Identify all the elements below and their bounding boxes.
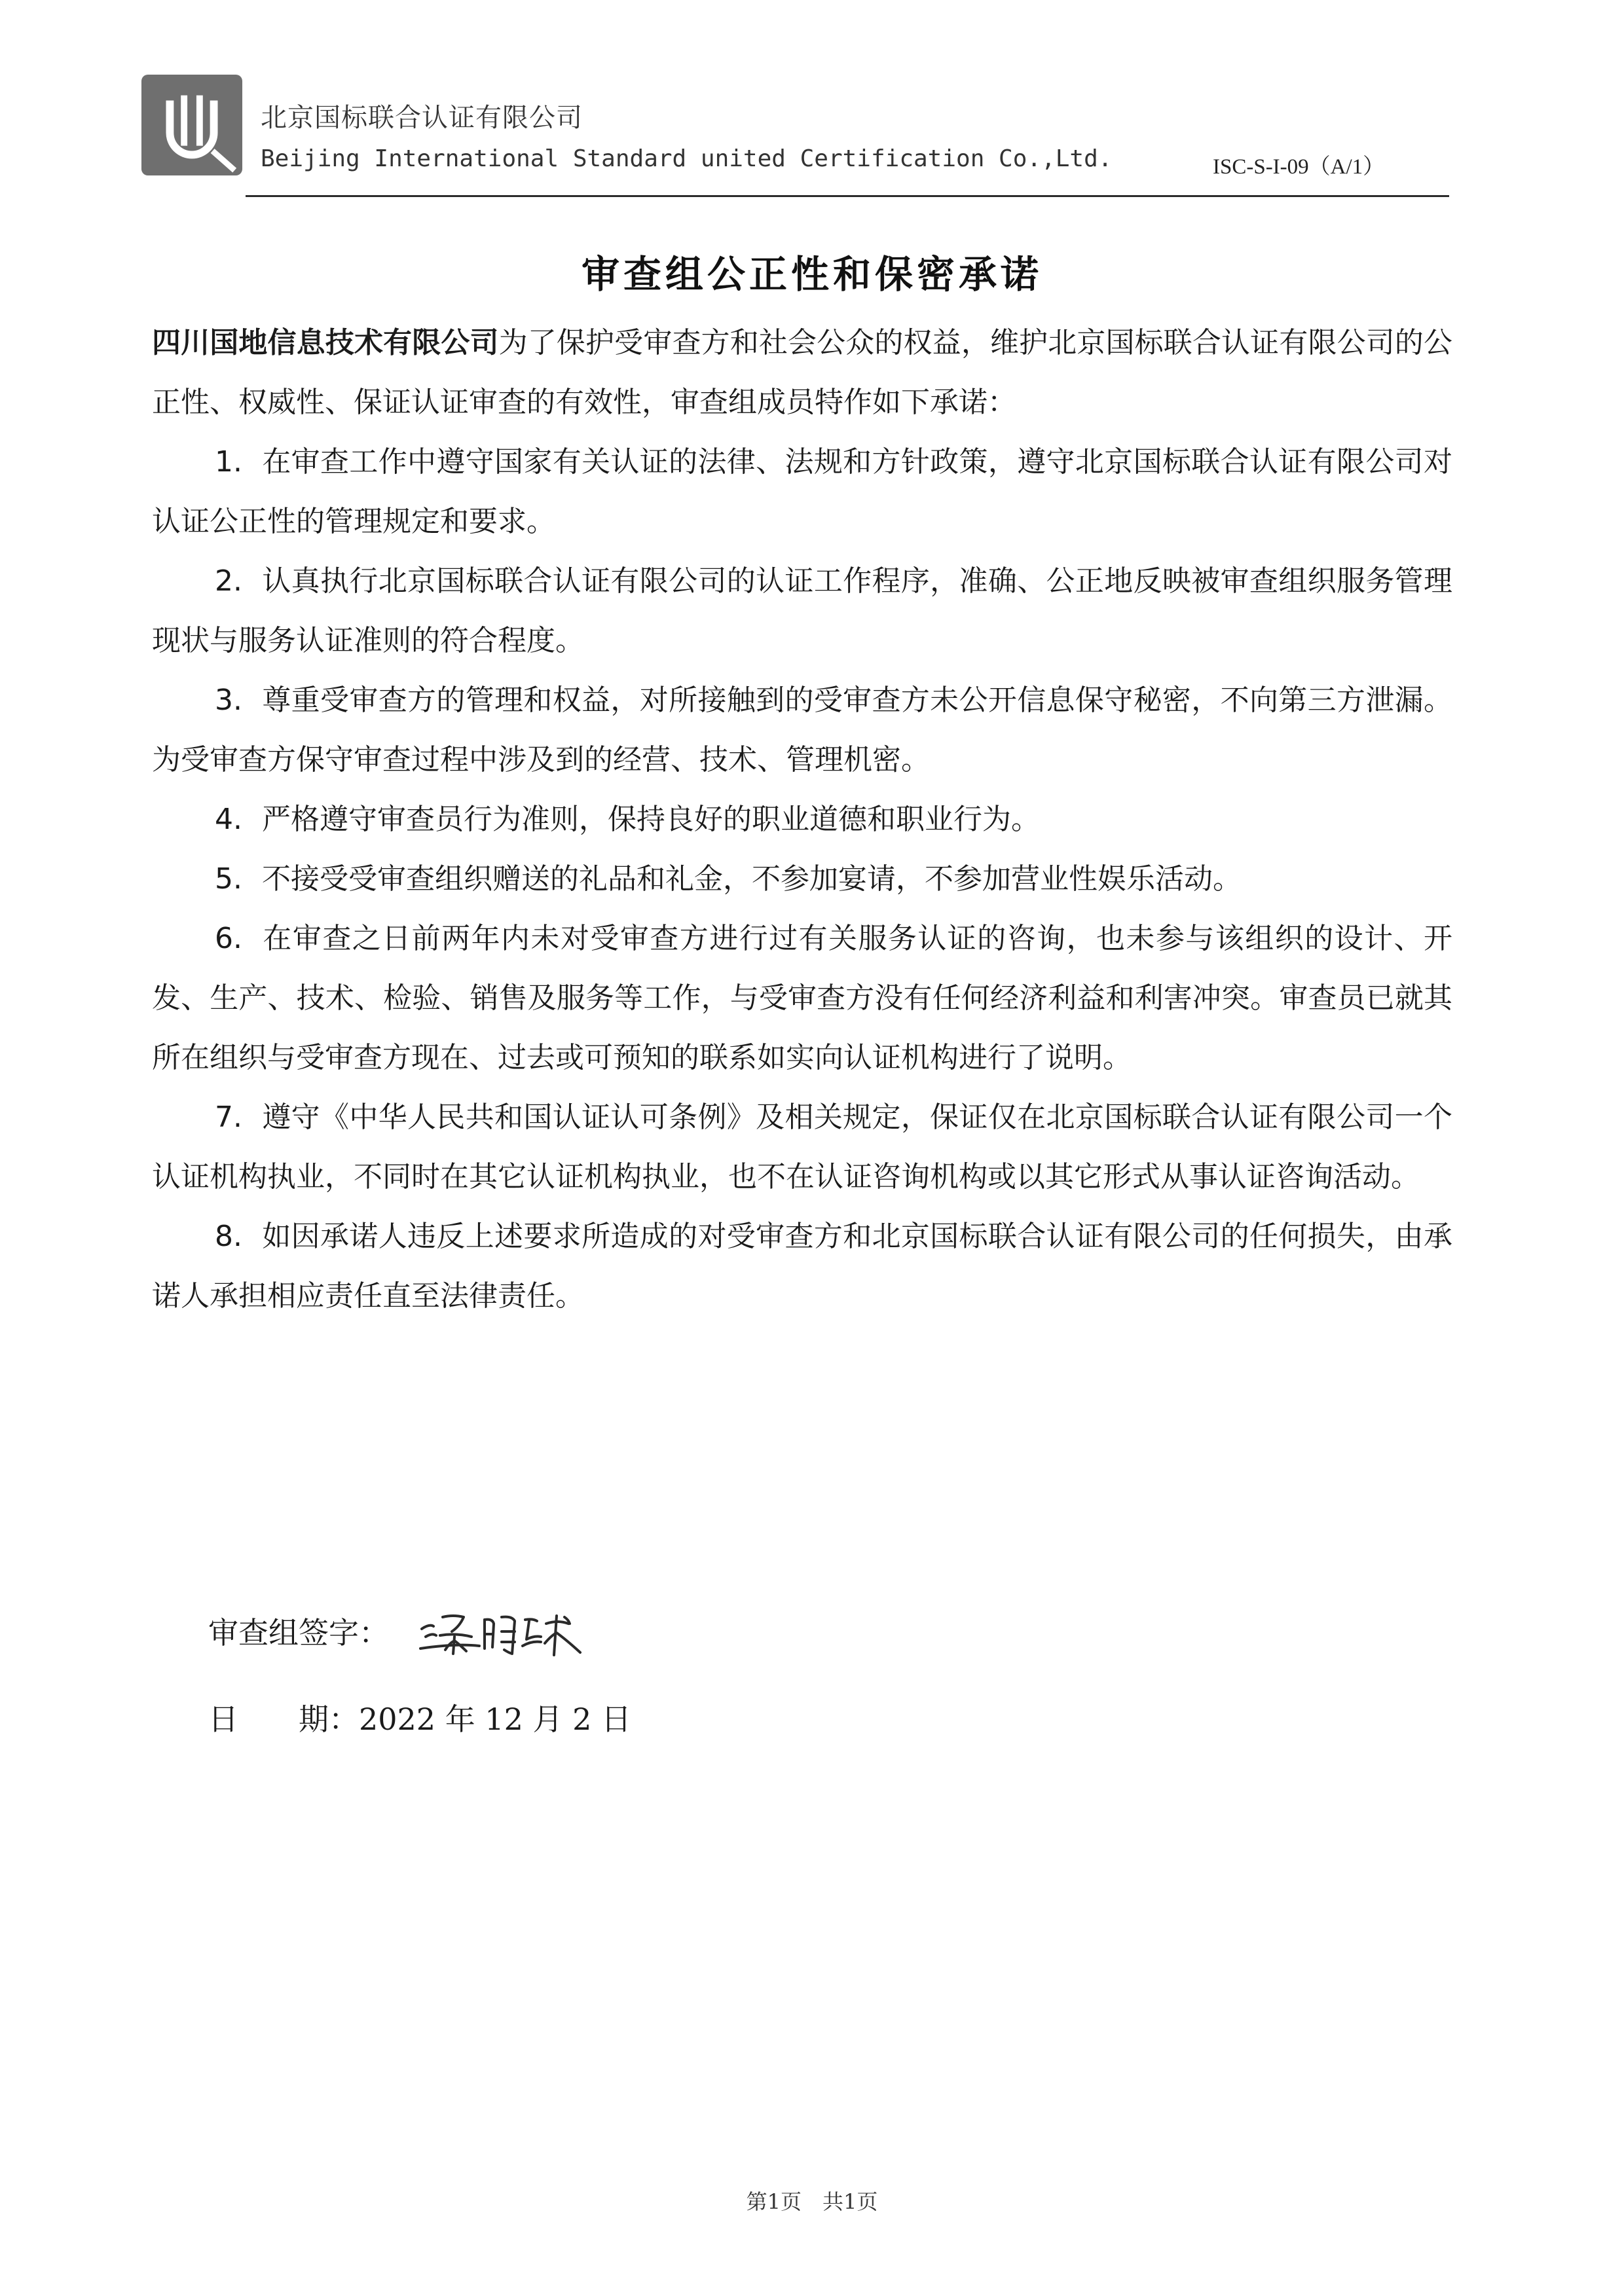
item-text: 遵守《中华人民共和国认证认可条例》及相关规定，保证仅在北京国标联合认证有限公司一个认证机构执业，不同时在其它认证机构执业，也不在认证咨询机构或以其它形式从事认证咨询活动。 (152, 1101, 1452, 1194)
item-number: 8. (215, 1220, 242, 1253)
item-text: 尊重受审查方的管理和权益，对所接触到的受审查方未公开信息保守秘密，不向第三方泄漏。为受审查方保守审查过程中涉及到的经营、技术、管理机密。 (152, 683, 1452, 776)
item-text: 不接受受审查组织赠送的礼品和礼金，不参加宴请，不参加营业性娱乐活动。 (261, 862, 1242, 896)
date-label: 日 期： (208, 1702, 359, 1737)
commitment-item-6 (152, 909, 1452, 1087)
isc-logo-icon (140, 73, 244, 177)
company-name-en: Beijing International Standard united Certification Co.,Ltd. (261, 145, 1113, 172)
commitment-item-4 (152, 790, 1452, 849)
intro-paragraph (152, 313, 1452, 432)
item-text: 严格遵守审查员行为准则，保持良好的职业道德和职业行为。 (261, 803, 1040, 836)
commitment-item-3 (152, 670, 1452, 790)
commitment-item-7 (152, 1087, 1452, 1207)
item-number: 3. (215, 683, 242, 717)
date-text: 2022 年 12 月 2 日 (359, 1702, 631, 1737)
document-code: ISC-S-I-09（A/1） (1213, 155, 1385, 179)
commitment-item-1 (152, 432, 1452, 551)
commitment-item-8 (152, 1207, 1452, 1326)
item-number: 6. (215, 922, 242, 955)
commitment-item-5 (152, 849, 1452, 909)
item-text: 认真执行北京国标联合认证有限公司的认证工作程序，准确、公正地反映被审查组织服务管理现状与服务认证准则的符合程度。 (152, 564, 1452, 657)
item-number: 5. (215, 862, 242, 896)
handwritten-signature (416, 1597, 600, 1663)
item-number: 7. (215, 1101, 242, 1134)
item-number: 1. (215, 445, 242, 479)
organization-name: 四川国地信息技术有限公司 (152, 326, 499, 359)
date-value-display (208, 1696, 631, 1739)
document-body (152, 313, 1452, 1326)
intro-text: 为了保护受审查方和社会公众的权益，维护北京国标联合认证有限公司的公正性、权威性、保证认证审查的有效性，审查组成员特作如下承诺： (152, 326, 1453, 419)
commitment-item-2 (152, 551, 1452, 670)
item-text: 在审查之日前两年内未对受审查方进行过有关服务认证的咨询，也未参与该组织的设计、开发、生产、技术、检验、销售及服务等工作，与受审查方没有任何经济利益和利害冲突。审查员已就其所在组织与受审查方现在、过去或可预知的联系如实向认证机构进行了说明。 (152, 922, 1452, 1074)
item-text: 如因承诺人违反上述要求所造成的对受审查方和北京国标联合认证有限公司的任何损失，由承诺人承担相应责任直至法律责任。 (152, 1220, 1452, 1313)
page-number: 第1页 共1页 (746, 2189, 878, 2214)
item-number: 2. (215, 564, 242, 598)
item-text: 在审查工作中遵守国家有关认证的法律、法规和方针政策，遵守北京国标联合认证有限公司对认证公正性的管理规定和要求。 (152, 445, 1452, 538)
header-divider (246, 195, 1449, 197)
signature-label: 审查组签字： (208, 1615, 389, 1650)
company-name-cn: 北京国标联合认证有限公司 (261, 103, 583, 133)
document-title: 审查组公正性和保密承诺 (581, 252, 1043, 297)
item-number: 4. (215, 803, 242, 836)
